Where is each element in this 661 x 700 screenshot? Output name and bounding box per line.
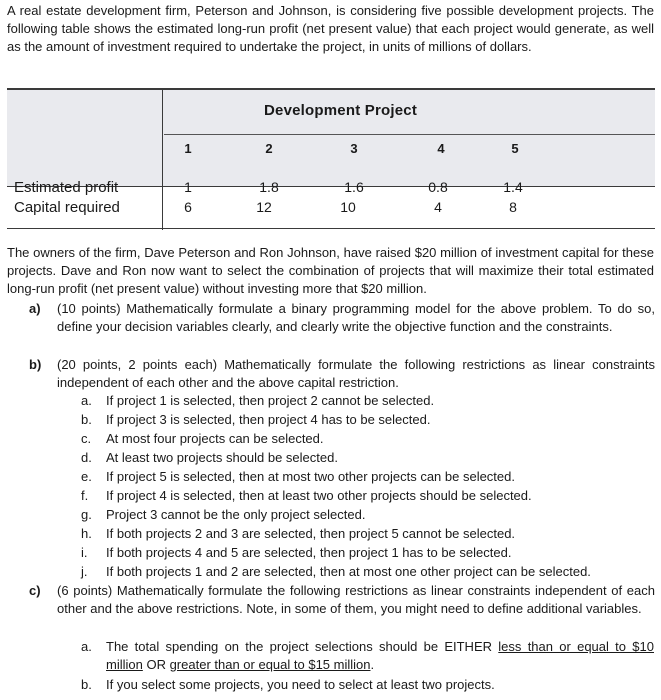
table-title-rule [164,134,655,135]
list-item-text: If both projects 4 and 5 are selected, then project 1 has to be selected. [106,545,512,560]
list-item-marker: b. [81,677,92,692]
list-item-text: If both projects 2 and 3 are selected, then project 5 cannot be selected. [106,526,516,541]
list-item-text: If project 1 is selected, then project 2 cannot be selected. [106,393,435,408]
row-label-profit: Estimated profit [14,179,119,196]
capital-cell-3: 10 [340,199,356,215]
list-item [81,544,654,562]
list-item [81,506,654,524]
project-header-5: 5 [511,141,519,156]
question-b-text: (20 points, 2 points each) Mathematically formulate the following restrictions as linear constraints independent of each other and the above capital restriction. [57,357,655,390]
list-item-marker: i. [81,545,88,560]
spending-text-end: . [370,657,375,672]
intro-paragraph: A real estate development firm, Peterson and Johnson, is considering five possible development projects. The following table shows the estimated long-run profit (net present value) that each project would generate, as well as the amount of investment required to undertake the project, in units of millions of dollars. [7,3,654,54]
list-item [81,411,654,429]
list-item [81,449,654,467]
project-table [7,88,655,230]
list-item-text: If both projects 1 and 2 are selected, then at most one other project can be selected. [106,564,591,579]
profit-cell-5: 1.4 [503,179,523,195]
profit-cell-2: 1.8 [259,179,279,195]
list-item-text: At least two projects should be selected. [106,450,338,465]
list-item-marker: g. [81,507,92,522]
spending-option-high: greater than or equal to $15 million [169,657,371,672]
question-c-marker: c) [29,583,41,598]
list-item-marker: j. [81,564,88,579]
spending-text-or: OR [142,657,170,672]
owners-paragraph: The owners of the firm, Dave Peterson and Ron Johnson, have raised $20 million of investment capital for these projects. Dave and Ron now want to select the combination of projects that will maximize their total estimated long-run profit (net present value) without investing more that $20 million. [7,245,654,296]
table-divider [162,88,163,230]
list-item [81,676,654,694]
list-item-text: If project 4 is selected, then at least two other projects should be selected. [106,488,532,503]
table-title: Development Project [264,102,418,119]
list-item-text: If project 3 is selected, then project 4 has to be selected. [106,412,431,427]
list-item [81,468,654,486]
row-label-capital: Capital required [14,199,120,216]
list-item-text: Project 3 cannot be the only project selected. [106,507,366,522]
list-item [81,392,654,410]
list-item-marker: c. [81,431,92,446]
profit-cell-3: 1.6 [344,179,364,195]
list-item-text: At most four projects can be selected. [106,431,324,446]
spending-text-pre: The total spending on the project selections should be EITHER [106,639,499,654]
list-item-marker: a. [81,393,92,408]
question-a-text: (10 points) Mathematically formulate a binary programming model for the above problem. To do so, define your decision variables clearly, and clearly write the objective function and the constraints. [57,301,655,334]
project-header-4: 4 [437,141,445,156]
profit-cell-4: 0.8 [428,179,448,195]
list-item-text: If you select some projects, you need to select at least two projects. [106,677,495,692]
capital-cell-1: 6 [184,199,192,215]
list-item-marker: e. [81,469,92,484]
list-item [81,638,654,674]
list-item-text [106,638,654,674]
question-a-marker: a) [29,301,41,316]
list-item [81,525,654,543]
question-b [29,356,655,392]
list-item-marker: b. [81,412,92,427]
question-c [29,582,655,618]
project-header-2: 2 [265,141,273,156]
list-item [81,487,654,505]
list-item-marker: d. [81,450,92,465]
project-header-3: 3 [350,141,358,156]
table-header-band [7,88,655,152]
profit-cell-1: 1 [184,179,192,195]
capital-cell-4: 4 [434,199,442,215]
question-a [29,300,655,336]
table-bottom-rule [7,228,655,229]
spending-option-low: less than or equal to $10 million [106,639,654,672]
list-item [81,563,654,581]
question-c-text: (6 points) Mathematically formulate the following restrictions as linear constraints independent of each other and the above restrictions. Note, in some of them, you might need to define additional variables. [57,583,655,616]
list-item [81,430,654,448]
list-item-marker: f. [81,488,89,503]
project-header-1: 1 [184,141,192,156]
question-b-marker: b) [29,357,42,372]
capital-cell-5: 8 [509,199,517,215]
list-item-marker: a. [81,639,92,654]
capital-cell-2: 12 [256,199,272,215]
list-item-marker: h. [81,526,92,541]
list-item-text: If project 5 is selected, then at most two other projects can be selected. [106,469,515,484]
